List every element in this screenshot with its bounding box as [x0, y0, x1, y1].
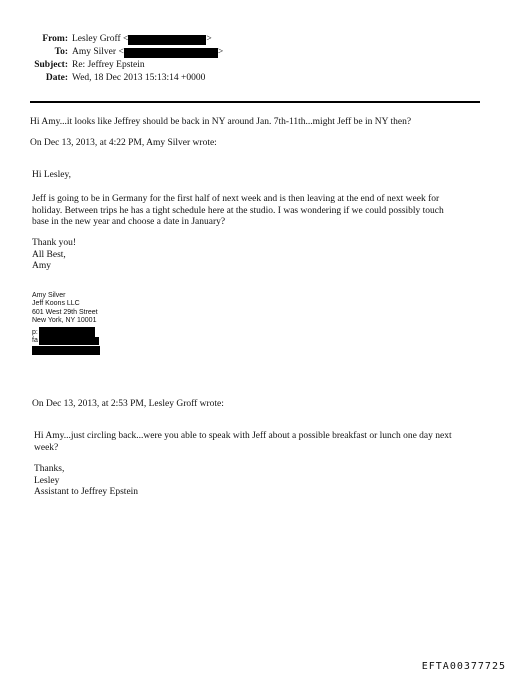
- quote1-greeting: Hi Lesley,: [32, 170, 71, 180]
- to-label: To:: [54, 47, 68, 57]
- closing-line: Amy: [32, 261, 51, 271]
- phone-prefix: p:: [32, 328, 38, 336]
- quote2-body: [34, 431, 452, 454]
- fax-prefix: fa: [32, 337, 38, 344]
- subject-label: Subject:: [34, 60, 68, 70]
- quote1-body-line: base in the new year and choose a date in January?: [32, 217, 226, 227]
- quote1-closing: [32, 238, 76, 273]
- signature-address: 601 West 29th Street: [32, 308, 98, 316]
- closing-line: Assistant to Jeffrey Epstein: [34, 487, 139, 497]
- from-row: [0, 34, 212, 45]
- date-row: [0, 73, 205, 84]
- reply-text: Hi Amy...it looks like Jeffrey should be back in NY around Jan. 7th-11th...might Jeff be in NY then?: [30, 117, 412, 127]
- quote1-body-line: holiday. Between trips he has a tight schedule here at the studio. I was wondering if we could possibly touch: [32, 205, 444, 216]
- from-close: >: [206, 34, 212, 44]
- from-label: From:: [42, 34, 68, 44]
- signature-fax-row: [32, 337, 99, 345]
- signature-name: Amy Silver: [32, 292, 66, 299]
- to-value: Amy Silver <: [72, 47, 124, 57]
- redaction-box: [124, 48, 218, 58]
- quote1-intro: On Dec 13, 2013, at 4:22 PM, Amy Silver wrote:: [30, 138, 217, 148]
- document-id: EFTA00377725: [421, 661, 506, 672]
- from-value: Lesley Groff <: [72, 34, 129, 44]
- quote2-body-line: week?: [34, 442, 59, 453]
- quote1-body: [32, 194, 444, 229]
- date-label: Date:: [45, 73, 68, 83]
- quote1-body-line: Jeff is going to be in Germany for the first half of next week and is then leaving at the end of next week for: [32, 194, 440, 204]
- closing-line: Thanks,: [34, 464, 65, 474]
- closing-line: Lesley: [34, 475, 60, 486]
- subject-row: [0, 60, 145, 71]
- signature-city: New York, NY 10001: [32, 317, 97, 325]
- to-row: [0, 47, 223, 58]
- header-divider: [30, 101, 480, 103]
- signature-block: [32, 292, 98, 326]
- redaction-box: [39, 337, 99, 345]
- closing-line: All Best,: [32, 249, 66, 260]
- to-close: >: [217, 47, 224, 57]
- redaction-box: [128, 35, 206, 45]
- quote2-intro: On Dec 13, 2013, at 2:53 PM, Lesley Groff wrote:: [32, 399, 224, 409]
- subject-value: Re: Jeffrey Epstein: [72, 60, 145, 70]
- date-value: Wed, 18 Dec 2013 15:13:14 +0000: [72, 73, 206, 83]
- signature-company: Jeff Koons LLC: [32, 300, 80, 308]
- quote2-body-line: Hi Amy...just circling back...were you able to speak with Jeff about a possible breakfast or lunch one day next: [34, 431, 452, 441]
- redaction-box: [32, 346, 100, 355]
- closing-line: Thank you!: [32, 238, 77, 248]
- quote2-closing: [34, 464, 138, 499]
